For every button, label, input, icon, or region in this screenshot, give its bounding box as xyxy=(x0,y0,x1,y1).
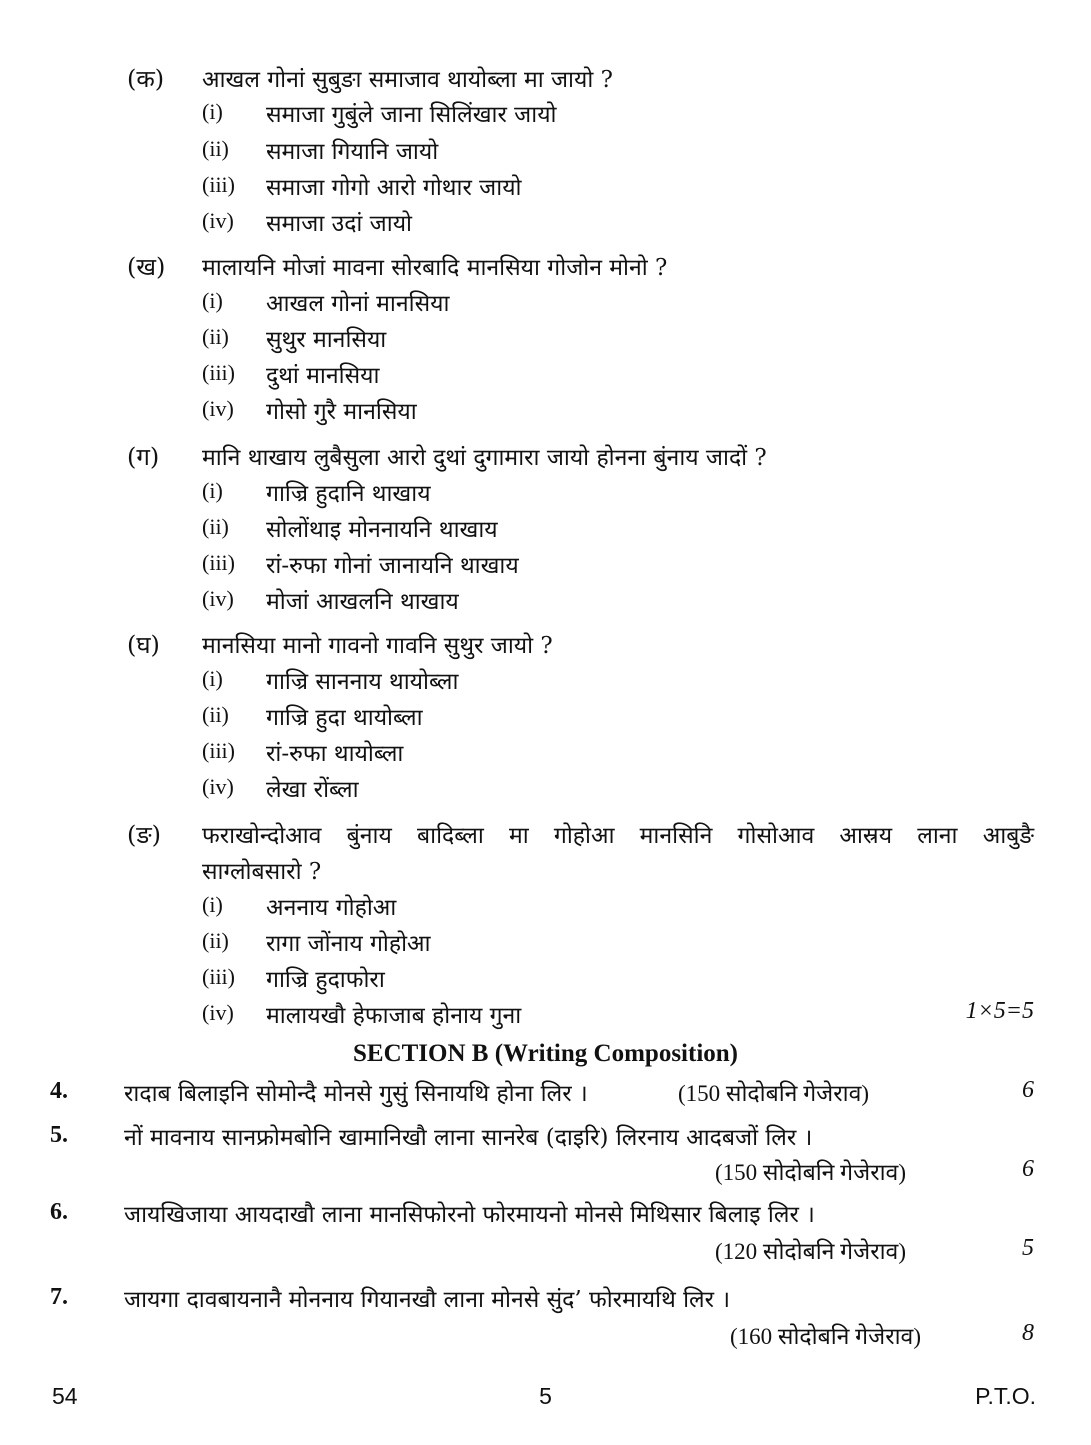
marks: 8 xyxy=(1022,1320,1034,1346)
question-text: मालायनि मोजां मावना सोरबादि मानसिया गोजोन मोनो ? xyxy=(202,255,668,281)
paper-code: 54 xyxy=(52,1383,78,1409)
option-number: (ii) xyxy=(202,136,229,161)
question-text: मानसिया मानो गावनो गावनि सुथुर जायो ? xyxy=(202,633,553,659)
option-number: (ii) xyxy=(202,324,229,349)
question-text: आखल गोनां सुबुङा समाजाव थायोब्ला मा जायो ? xyxy=(202,67,613,93)
option-number: (i) xyxy=(202,478,223,503)
option-text: रागा जोंनाय गोहोआ xyxy=(266,931,431,957)
question-label: (ख) xyxy=(127,253,166,281)
question-label: (क) xyxy=(127,65,165,93)
option-number: (i) xyxy=(202,288,223,313)
question-label: (ग) xyxy=(127,443,160,471)
question-label: (घ) xyxy=(127,631,160,659)
option-text: गाज्रि हुदानि थाखाय xyxy=(266,481,431,507)
option-number: (iv) xyxy=(202,208,234,233)
word-limit: (120 सोदोबनि गेजेराव) xyxy=(714,1239,906,1264)
option-text: रां-रुफा थायोब्ला xyxy=(266,741,404,767)
question-text: फराखोन्दोआव बुंनाय बादिब्ला मा गोहोआ मानसिनि गोसोआव आस्रय लाना आबुङै xyxy=(202,823,1034,849)
marks: 5 xyxy=(1022,1235,1034,1261)
option-text: समाजा उदां जायो xyxy=(266,211,412,237)
option-text: रां-रुफा गोनां जानायनि थाखाय xyxy=(266,553,519,579)
option-text: आखल गोनां मानसिया xyxy=(266,291,450,317)
question-text: रादाब बिलाइनि सोमोन्दै मोनसे गुसुं सिनायथि होना लिर । xyxy=(124,1081,588,1107)
option-number: (ii) xyxy=(202,928,229,953)
option-text: लेखा रोंब्ला xyxy=(266,777,359,803)
word-limit: (150 सोदोबनि गेजेराव) xyxy=(678,1081,870,1106)
marks: 1×5=5 xyxy=(965,998,1034,1024)
question-number: 6. xyxy=(50,1199,68,1225)
option-number: (iv) xyxy=(202,1000,234,1025)
option-number: (i) xyxy=(202,666,223,691)
option-text: समाजा गियानि जायो xyxy=(266,139,439,165)
word-limit: (150 सोदोबनि गेजेराव) xyxy=(714,1160,906,1185)
option-number: (i) xyxy=(202,99,223,124)
option-text: अननाय गोहोआ xyxy=(266,895,397,921)
option-text: सोलोंथाइ मोननायनि थाखाय xyxy=(266,517,498,543)
question-text: जायखिजाया आयदाखौ लाना मानसिफोरनो फोरमायनो मोनसे मिथिसार बिलाइ लिर । xyxy=(124,1202,815,1228)
page-number: 5 xyxy=(539,1383,552,1409)
option-number: (iii) xyxy=(202,738,235,763)
question-label: (ङ) xyxy=(127,821,162,849)
question-text: नों मावनाय सानफ्रोमबोनि खामानिखौ लाना सानरेब (दाइरि) लिरनाय आदबजों लिर । xyxy=(124,1125,813,1151)
marks: 6 xyxy=(1022,1077,1034,1103)
option-number: (ii) xyxy=(202,702,229,727)
option-text: समाजा गुबुंले जाना सिलिंखार जायो xyxy=(266,102,557,128)
option-text: गाज्रि हुदा थायोब्ला xyxy=(266,705,423,731)
option-number: (i) xyxy=(202,892,223,917)
option-number: (iii) xyxy=(202,964,235,989)
option-text: गाज्रि साननाय थायोब्ला xyxy=(266,669,459,695)
marks: 6 xyxy=(1022,1156,1034,1182)
option-text: सुथुर मानसिया xyxy=(266,327,387,353)
word-limit: (160 सोदोबनि गेजेराव) xyxy=(729,1324,921,1349)
option-text: समाजा गोगो आरो गोथार जायो xyxy=(266,175,522,201)
option-number: (ii) xyxy=(202,514,229,539)
question-text-continued: साग्लोबसारो ? xyxy=(202,859,322,885)
option-text: दुथां मानसिया xyxy=(266,363,380,389)
option-number: (iii) xyxy=(202,360,235,385)
option-text: गाज्रि हुदाफोरा xyxy=(266,967,385,993)
question-number: 4. xyxy=(50,1078,68,1104)
option-number: (iv) xyxy=(202,586,234,611)
option-number: (iii) xyxy=(202,550,235,575)
option-number: (iv) xyxy=(202,774,234,799)
section-title: SECTION B (Writing Composition) xyxy=(352,1040,738,1067)
question-number: 7. xyxy=(50,1284,68,1310)
option-text: मालायखौ हेफाजाब होनाय गुना xyxy=(266,1003,522,1029)
pto-label: P.T.O. xyxy=(975,1383,1036,1409)
question-number: 5. xyxy=(50,1122,68,1148)
option-text: गोसो गुरै मानसिया xyxy=(266,399,417,425)
question-text: मानि थाखाय लुबैसुला आरो दुथां दुगामारा जायो होनना बुंनाय जादों ? xyxy=(202,445,767,471)
question-text: जायगा दावबायनानै मोननाय गियानखौ लाना मोनसे सुंद’ फोरमायथि लिर । xyxy=(124,1287,731,1313)
option-number: (iii) xyxy=(202,172,235,197)
option-number: (iv) xyxy=(202,396,234,421)
option-text: मोजां आखलनि थाखाय xyxy=(266,589,459,615)
